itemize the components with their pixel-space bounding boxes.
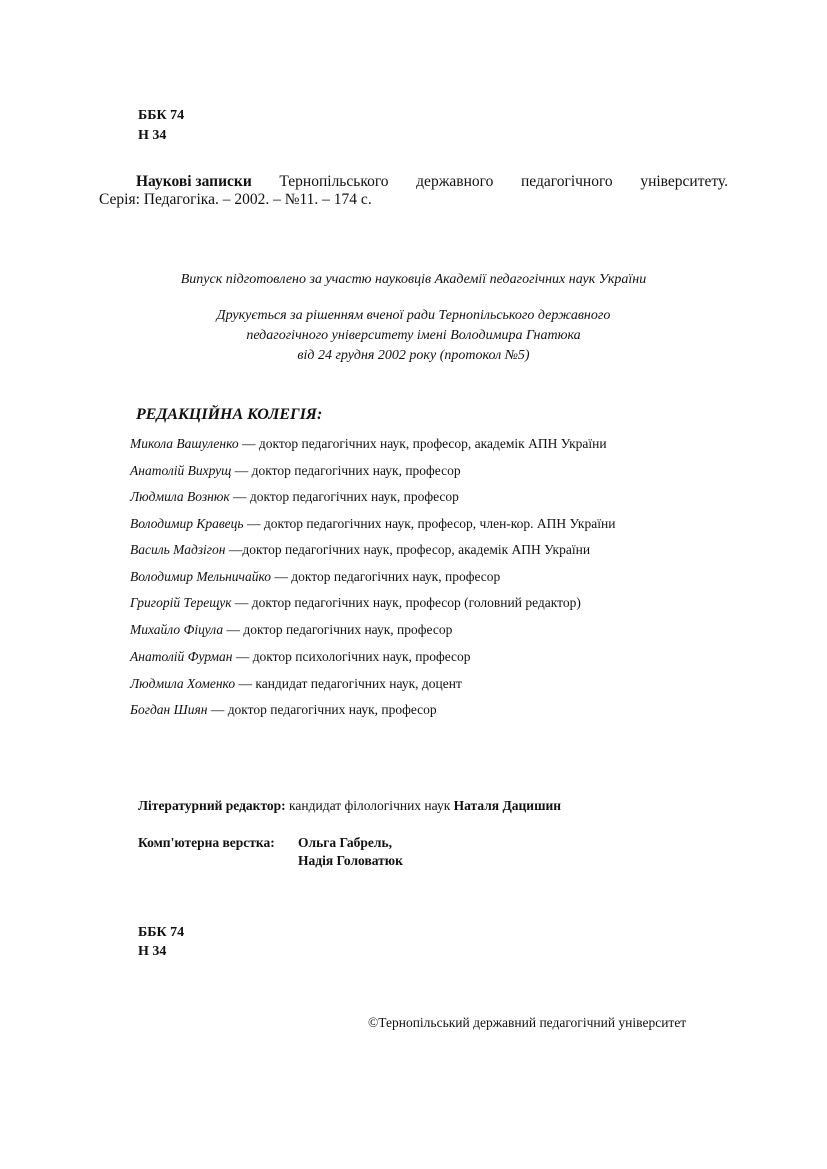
approval-line-2: педагогічного університету імені Володимира Гнатюка xyxy=(246,328,581,343)
title-bold: Наукові записки xyxy=(136,173,252,190)
member-name: Людмила Вознюк xyxy=(130,489,230,504)
member-name: Людмила Хоменко xyxy=(130,676,236,691)
member-name: Анатолій Фурман xyxy=(130,649,233,664)
author-index: Н 34 xyxy=(138,128,167,143)
member-role: — кандидат педагогічних наук, доцент xyxy=(235,676,462,691)
prepared-by-note: Випуск підготовлено за участю науковців Академії педагогічних наук України xyxy=(180,272,647,287)
member-role: — доктор педагогічних наук, професор, академік АПН України xyxy=(238,436,607,451)
title-word-4: університету. xyxy=(640,173,728,190)
copyright-notice: ©Тернопільський державний педагогічний університет xyxy=(368,1015,687,1030)
literary-editor-name: Наталя Дацишин xyxy=(453,798,562,813)
board-member xyxy=(130,516,615,532)
board-member xyxy=(130,622,452,638)
layout-credit-name-1: Ольга Габрель, xyxy=(298,835,392,850)
board-member xyxy=(130,676,462,692)
member-role: — доктор педагогічних наук, професор xyxy=(231,463,461,478)
board-member xyxy=(130,542,590,558)
member-name: Василь Мадзігон xyxy=(130,542,226,557)
layout-credit-name-2: Надія Головатюк xyxy=(298,853,403,868)
title-word-1: Тернопільського xyxy=(279,173,389,190)
board-member xyxy=(130,463,461,479)
board-member xyxy=(130,436,607,452)
board-member xyxy=(130,569,500,585)
title-word-2: державного xyxy=(416,173,494,190)
member-role: — доктор педагогічних наук, професор, член-кор. АПН України xyxy=(243,516,616,531)
literary-editor-line xyxy=(138,798,561,814)
member-name: Богдан Шиян xyxy=(130,702,208,717)
member-role: — доктор педагогічних наук, професор xyxy=(223,622,453,637)
member-role: — доктор педагогічних наук, професор xyxy=(229,489,459,504)
board-heading: РЕДАКЦІЙНА КОЛЕГІЯ: xyxy=(136,406,323,423)
approval-line-3: від 24 грудня 2002 року (протокол №5) xyxy=(297,348,530,363)
board-member xyxy=(130,702,437,718)
approval-line-1: Друкується за рішенням вченої ради Тернопільського державного xyxy=(216,308,611,323)
member-role: — доктор педагогічних наук, професор xyxy=(207,702,437,717)
member-role: —доктор педагогічних наук, професор, академік АПН України xyxy=(225,542,591,557)
footer-bbk-code: ББК 74 xyxy=(138,925,185,940)
member-name: Михайло Фіцула xyxy=(130,622,224,637)
layout-credit-label: Комп'ютерна верстка: xyxy=(138,835,275,850)
footer-author-index: Н 34 xyxy=(138,944,167,959)
board-member xyxy=(130,649,471,665)
member-role: — доктор педагогічних наук, професор (головний редактор) xyxy=(231,595,581,610)
member-name: Микола Вашуленко xyxy=(130,436,239,451)
member-role: — доктор психологічних наук, професор xyxy=(232,649,471,664)
title-line-2: Серія: Педагогіка. – 2002. – №11. – 174 с. xyxy=(99,191,372,208)
member-role: — доктор педагогічних наук, професор xyxy=(271,569,501,584)
member-name: Володимир Мельничайко xyxy=(130,569,272,584)
member-name: Володимир Кравець xyxy=(130,516,244,531)
member-name: Анатолій Вихрущ xyxy=(130,463,232,478)
member-name: Григорій Терещук xyxy=(130,595,232,610)
title-word-3: педагогічного xyxy=(521,173,613,190)
board-member xyxy=(130,489,459,505)
board-member xyxy=(130,595,581,611)
bbk-code: ББК 74 xyxy=(138,108,185,123)
title-line-1 xyxy=(136,173,728,191)
literary-editor-label: Літературний редактор: xyxy=(138,798,286,813)
literary-editor-text: кандидат філологічних наук xyxy=(285,798,454,813)
